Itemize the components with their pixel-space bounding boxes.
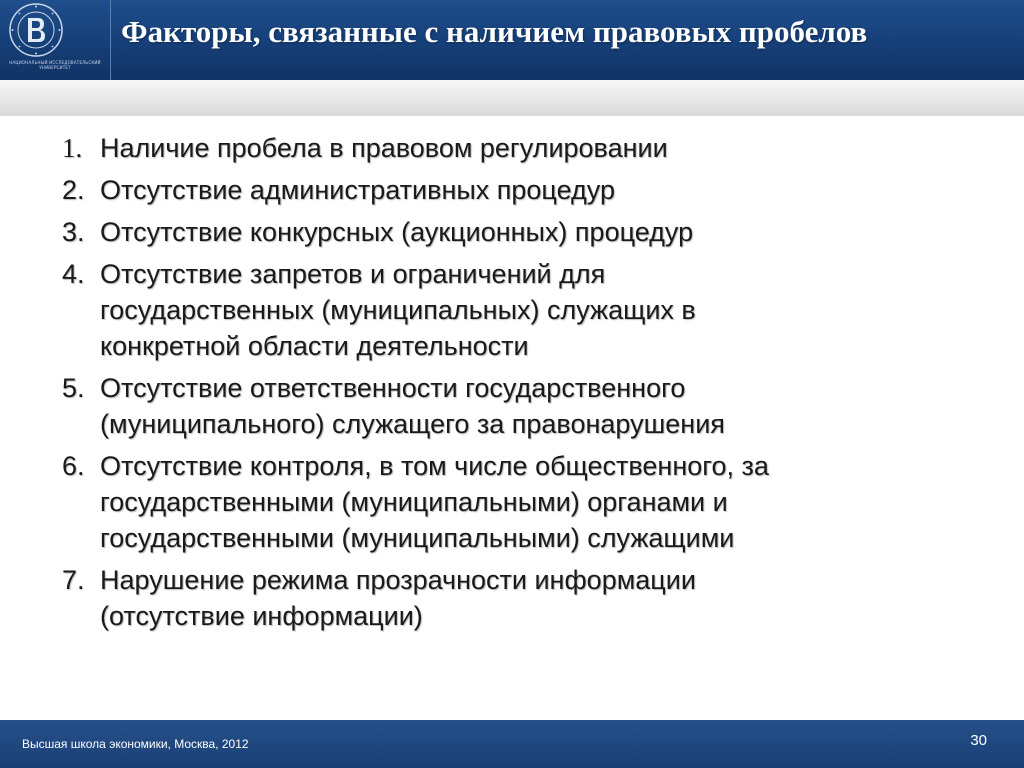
list-item-line: Отсутствие контроля, в том числе общественного, за: [100, 451, 769, 481]
list-item-line: Отсутствие административных процедур: [100, 175, 615, 205]
list-item: [62, 562, 982, 634]
list-item: [62, 448, 982, 556]
list-item: [62, 370, 982, 442]
list-item-number: 7.: [62, 565, 85, 595]
list-item: [62, 130, 982, 166]
list-item-line: государственных (муниципальных) служащих в: [100, 295, 696, 325]
list-item-number: 3.: [62, 217, 85, 247]
slide-title: Факторы, связанные с наличием правовых пробелов: [121, 14, 868, 49]
header-bar: [0, 0, 1024, 80]
subheader-band: [0, 80, 1024, 116]
list-item-line: конкретной области деятельности: [100, 331, 529, 361]
footer-bar: [0, 720, 1024, 768]
list-item-line: государственными (муниципальными) органами и: [100, 487, 728, 517]
page-number: 30: [970, 732, 987, 749]
factor-list: [62, 130, 982, 640]
list-item-number: 2.: [62, 175, 85, 205]
footer-text: Высшая школа экономики, Москва, 2012: [22, 737, 249, 751]
list-item-line: (муниципального) служащего за правонарушения: [100, 409, 725, 439]
list-item-number: 6.: [62, 451, 85, 481]
list-item: [62, 172, 982, 208]
list-item-line: Отсутствие запретов и ограничений для: [100, 259, 606, 289]
list-item-number: 1.: [62, 133, 83, 163]
list-item-number: 5.: [62, 373, 85, 403]
list-item-line: (отсутствие информации): [100, 601, 423, 631]
university-seal-icon: [8, 2, 64, 58]
list-item-line: Наличие пробела в правовом регулировании: [100, 133, 668, 163]
list-item-line: государственными (муниципальными) служащими: [100, 523, 735, 553]
list-item-line: Отсутствие конкурсных (аукционных) процедур: [100, 217, 694, 247]
list-item: [62, 214, 982, 250]
list-item-line: Нарушение режима прозрачности информации: [100, 565, 696, 595]
logo-caption: НАЦИОНАЛЬНЫЙ ИССЛЕДОВАТЕЛЬСКИЙ УНИВЕРСИТЕТ: [9, 60, 101, 70]
list-item: [62, 256, 982, 364]
logo: [0, 0, 111, 80]
list-item-line: Отсутствие ответственности государственного: [100, 373, 686, 403]
list-item-number: 4.: [62, 259, 85, 289]
